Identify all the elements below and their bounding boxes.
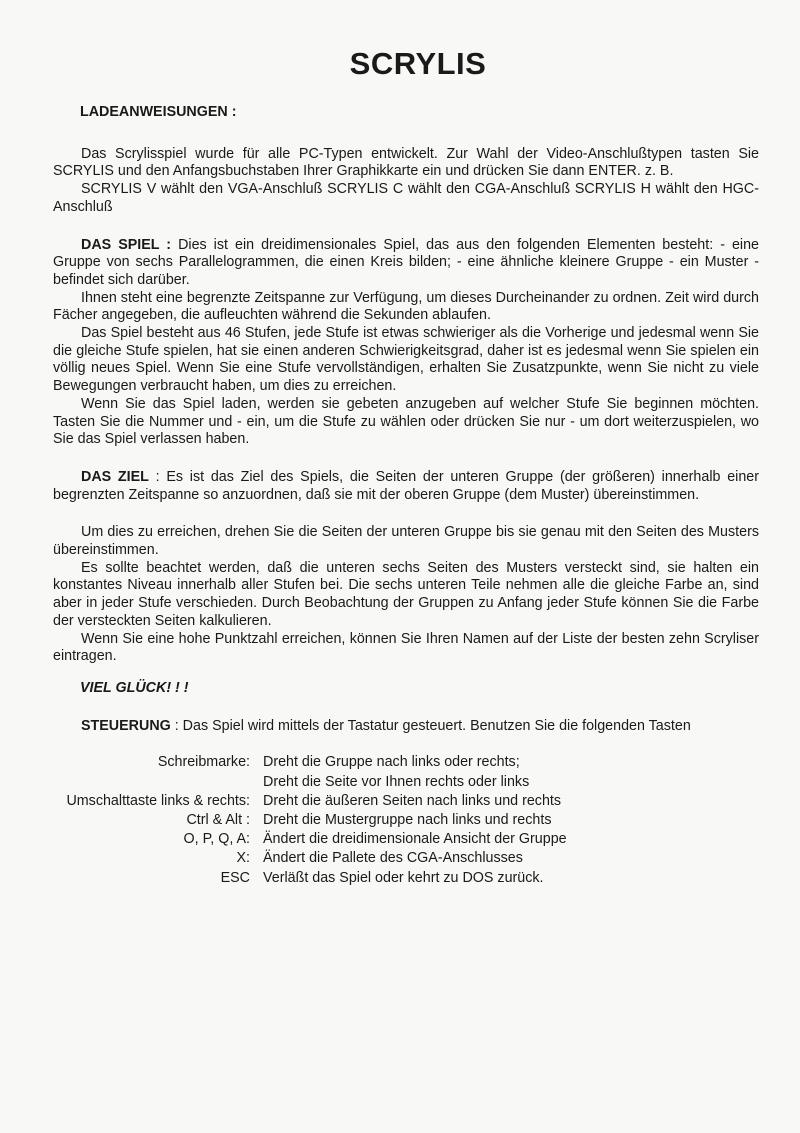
goal-paragraph-1: [53, 469, 759, 504]
goal-paragraph-3: Es sollte beachtet werden, daß die unteren sechs Seiten des Musters versteckt sind, sie halten ein konstantes Niveau innerhalb aller Stufen bei. Die sechs unteren Teile nehmen alle die gleiche Farbe an, sind aber in jeder Stufe verschieden. Durch Beobachtung der Gruppen zu Anfang jeder Stufe können Sie die Farbe der versteckten Seiten kalkulieren.: [53, 559, 759, 629]
game-heading: DAS SPIEL :: [81, 236, 172, 253]
game-paragraph-2: Ihnen steht eine begrenzte Zeitspanne zur Verfügung, um dieses Durcheinander zu ordnen. Zeit wird durch Fächer angegeben, die aufleuchten während die Sekunden ablaufen.: [53, 289, 759, 324]
key-description: Dreht die Gruppe nach links oder rechts;: [263, 754, 520, 771]
key-name: Ctrl & Alt :: [186, 812, 250, 828]
key-description: Dreht die Seite vor Ihnen rechts oder links: [263, 773, 530, 790]
controls-heading: STEUERUNG: [81, 717, 171, 734]
key-name: O, P, Q, A:: [183, 831, 250, 848]
key-row: [53, 753, 759, 772]
key-description: Ändert die dreidimensionale Ansicht der Gruppe: [263, 831, 567, 848]
page-title: SCRYLIS: [349, 46, 487, 81]
game-paragraph-1: [53, 237, 759, 290]
good-luck-text: VIEL GLÜCK! ! !: [80, 679, 189, 696]
key-description: Dreht die Mustergruppe nach links und rechts: [263, 812, 552, 828]
goal-paragraph-2: Um dies zu erreichen, drehen Sie die Seiten der unteren Gruppe bis sie genau mit den Seiten des Musters übereinstimmen.: [53, 524, 759, 559]
manual-content: [53, 104, 759, 888]
game-paragraph-3: Das Spiel besteht aus 46 Stufen, jede Stufe ist etwas schwieriger als die Vorherige und jedesmal wenn Sie die gleiche Stufe spielen, hat sie einen anderen Schwierigkeitsgrad, daher ist es jedesmal wenn Sie spielen ein völlig neues Spiel. Wenn Sie eine Stufe vervollständigen, erhalten Sie Zusatzpunkte, wenn Sie nicht zu viele Bewegungen verbraucht haben, um dies zu erreichen.: [53, 325, 759, 395]
goal-text-1: : Es ist das Ziel des Spiels, die Seiten der unteren Gruppe (der größeren) innerhalb einer begrenzten Zeitspanne so anzuordnen, daß sie mit der oberen Gruppe (dem Muster) übereinstimmen.: [53, 468, 759, 503]
key-name: Schreibmarke:: [157, 754, 250, 771]
controls-intro-text: : Das Spiel wird mittels der Tastatur gesteuert. Benutzen Sie die folgenden Tasten: [170, 717, 691, 734]
loading-paragraph-1: Das Scrylisspiel wurde für alle PC-Typen entwickelt. Zur Wahl der Video-Anschlußtypen tasten Sie SCRYLIS und den Anfangsbuchstaben Ihrer Graphikkarte ein und drücken Sie dann ENTER. z. B.: [53, 145, 759, 180]
key-row: [53, 830, 759, 849]
goal-heading: DAS ZIEL: [81, 468, 149, 485]
key-row: [53, 869, 759, 888]
key-name: [53, 773, 263, 792]
key-name: Umschalttaste links & rechts:: [66, 792, 250, 809]
key-name: X:: [236, 850, 250, 867]
key-description: Verläßt das Spiel oder kehrt zu DOS zurück.: [263, 869, 544, 886]
key-description: Dreht die äußeren Seiten nach links und rechts: [263, 792, 562, 809]
game-text-1: Dies ist ein dreidimensionales Spiel, das aus den folgenden Elementen besteht: - eine Gruppe von sechs Parallelogrammen, die einen Kreis bilden; - eine ähnliche kleinere Gruppe - ein Muster - befindet sich darüber.: [53, 236, 760, 288]
game-paragraph-4: Wenn Sie das Spiel laden, werden sie gebeten anzugeben auf welcher Stufe Sie beginnen möchten. Tasten Sie die Nummer und - ein, um die Stufe zu wählen oder drücken Sie nur - um dort weiterzuspielen, wo Sie das Spiel verlassen haben.: [53, 395, 759, 448]
key-row: [53, 792, 759, 811]
controls-key-list: [53, 753, 759, 887]
loading-paragraph-2: SCRYLIS V wählt den VGA-Anschluß SCRYLIS C wählt den CGA-Anschluß SCRYLIS H wählt den HGC-Anschluß: [53, 181, 759, 215]
key-row: [53, 773, 759, 792]
key-description: Ändert die Pallete des CGA-Anschlusses: [263, 850, 523, 867]
key-row: [53, 811, 759, 830]
goal-paragraph-4: Wenn Sie eine hohe Punktzahl erreichen, können Sie Ihren Namen auf der Liste der besten zehn Scryliser eintragen.: [53, 630, 759, 665]
key-row: [53, 849, 759, 868]
loading-heading: LADEANWEISUNGEN :: [80, 104, 237, 120]
controls-intro: [53, 718, 759, 736]
key-name: ESC: [220, 869, 250, 886]
